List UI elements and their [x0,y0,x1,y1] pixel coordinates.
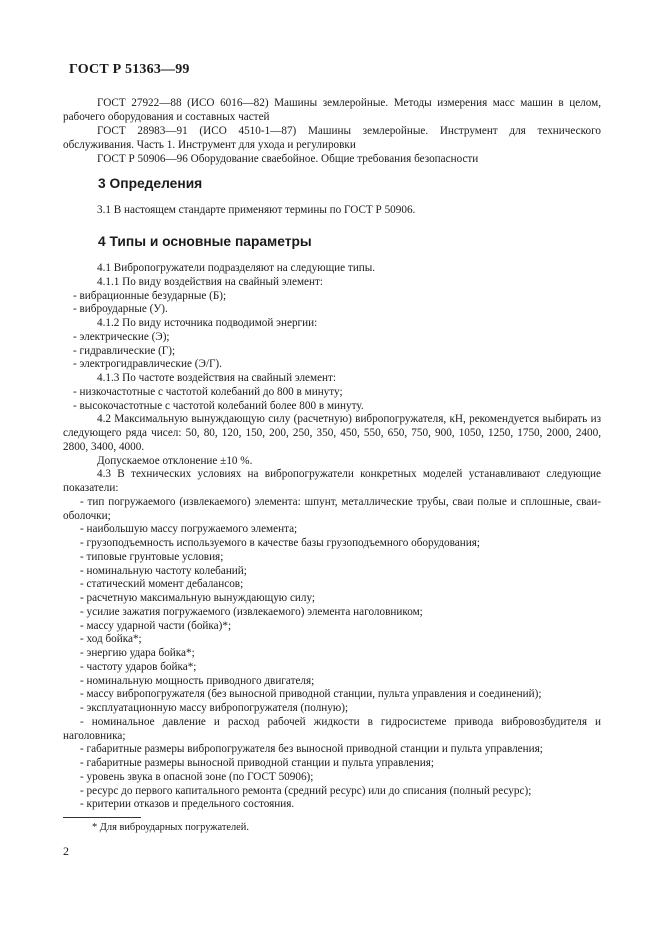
list-item: - электрогидравлические (Э/Г). [73,358,222,371]
list-item: - вибрационные безударные (Б); [73,289,227,302]
section-4-title: 4 Типы и основные параметры [98,234,312,249]
list-item: - уровень звука в опасной зоне (по ГОСТ 50906); [80,770,314,783]
clause-4-1-3: 4.1.3 По частоте воздействия на свайный элемент: [97,372,337,384]
list-item: - статический момент дебалансов; [80,578,244,591]
clause-4-2: 4.2 Максимальную вынуждающую силу (расчетную) вибропогружателя, кН, рекомендуется выбирать из следующего ряда чисел: 50, 80, 120, 150, 200, 250, 350, 450, 550, 650, 750, 900, 1050, 1250, 1750, 2000, 2400, 2800, 3400, 4000. [63,413,601,453]
clause-4-3: 4.3 В технических условиях на вибропогружатели конкретных моделей устанавливают следующие показатели: [63,468,601,494]
list-item: - низкочастотные с частотой колебаний до 800 в минуту; [73,385,343,398]
references-list [63,97,601,167]
section-3-text: 3.1 В настоящем стандарте применяют термины по ГОСТ Р 50906. [97,204,416,216]
list-item: - габаритные размеры выносной приводной станции и пульта управления; [80,757,435,769]
section-4-body [63,262,601,812]
list-item: - частоту ударов бойка*; [80,660,197,673]
footnote-divider [63,817,141,818]
list-item: - электрические (Э); [73,330,170,343]
document-header: ГОСТ Р 51363—99 [69,62,190,77]
list-item: - номинальное давление и расход рабочей жидкости в гидросистеме привода вибровозбудителя и наголовника; [63,715,601,742]
reference-item: ГОСТ 28983—91 (ИСО 4510-1—87) Машины землеройные. Инструмент для технического обслуживания. Часть 1. Инструмент для ухода и регулировки [63,124,601,151]
list-item: - усилие зажатия погружаемого (извлекаемого) элемента наголовником; [80,605,423,618]
list-item: - наибольшую массу погружаемого элемента; [80,523,298,536]
list-item: - энергию удара бойка*; [80,647,195,659]
clause-4-2-tolerance: Допускаемое отклонение ±10 %. [97,454,253,467]
list-item: - ресурс до первого капитального ремонта (средний ресурс) или до списания (полный ресурс); [80,784,532,797]
list-item: - номинальную частоту колебаний; [80,564,247,577]
clause-4-1-1: 4.1.1 По виду воздействия на свайный элемент: [97,275,323,288]
list-item: - габаритные размеры вибропогружателя без выносной приводной станции и пульта управления; [80,743,543,756]
clause-4-1: 4.1 Вибропогружатели подразделяют на следующие типы. [97,262,376,274]
list-item: - типовые грунтовые условия; [80,550,224,563]
list-item: - эксплуатационную массу вибропогружателя (полную); [80,702,349,714]
page-number: 2 [63,844,69,858]
list-item: - массу вибропогружателя (без выносной приводной станции, пульта управления и соединений); [80,688,542,701]
reference-item: ГОСТ Р 50906—96 Оборудование сваебойное. Общие требования безопасности [97,152,479,165]
list-item: - тип погружаемого (извлекаемого) элемента: шпунт, металлические трубы, сваи полые и сплошные, сваи-оболочки; [63,495,601,522]
section-3-title: 3 Определения [98,176,203,191]
list-item: - грузоподъемность используемого в качестве базы грузоподъемного оборудования; [80,537,480,549]
list-item: - высокочастотные с частотой колебаний более 800 в минуту. [73,399,364,412]
clause-4-1-2: 4.1.2 По виду источника подводимой энергии: [97,317,318,329]
list-item: - расчетную максимальную вынуждающую силу; [80,592,316,604]
list-item: - массу ударной части (бойка)*; [80,619,232,632]
list-item: - номинальную мощность приводного двигателя; [80,674,315,687]
footnote: * Для виброударных погружателей. [92,822,249,833]
reference-item: ГОСТ 27922—88 (ИСО 6016—82) Машины землеройные. Методы измерения масс машин в целом, рабочего оборудования и составных частей [63,97,601,123]
list-item: - ход бойка*; [80,633,142,646]
list-item: - виброударные (У). [73,303,168,316]
list-item: - гидравлические (Г); [73,344,176,357]
list-item: - критерии отказов и предельного состояния. [80,798,295,811]
